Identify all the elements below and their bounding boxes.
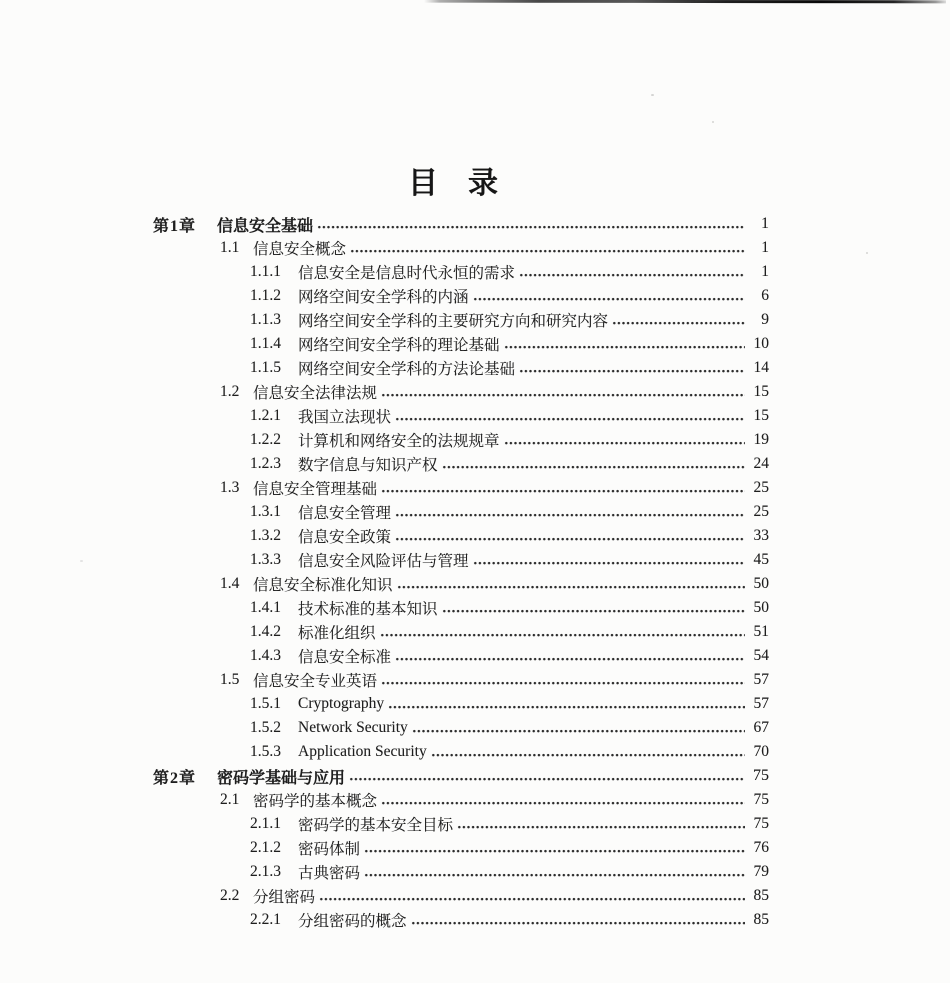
dot-leader bbox=[411, 908, 745, 932]
dot-leader bbox=[612, 308, 745, 332]
toc-row bbox=[153, 596, 769, 620]
toc-entry-title: 技术标准的基本知识 bbox=[298, 601, 438, 618]
toc-entry-title: 信息安全政策 bbox=[298, 529, 392, 546]
dot-leader bbox=[381, 668, 745, 692]
toc-row bbox=[153, 788, 769, 812]
scan-artifact-line bbox=[424, 0, 946, 3]
toc-entry-page: 25 bbox=[753, 503, 769, 520]
dot-leader bbox=[431, 740, 745, 764]
toc-entry-number: 1.3.2 bbox=[250, 527, 281, 544]
toc-entry-number: 1.5 bbox=[220, 671, 240, 688]
toc-entry-page: 54 bbox=[753, 647, 769, 664]
dot-leader bbox=[395, 500, 745, 524]
toc-entry-title: 信息安全是信息时代永恒的需求 bbox=[298, 265, 516, 282]
toc-entry-title: 数字信息与知识产权 bbox=[298, 457, 438, 474]
toc-entry-number: 1.1.1 bbox=[250, 263, 281, 280]
toc-entry-title: 信息安全基础 bbox=[217, 217, 314, 235]
dot-leader bbox=[380, 620, 745, 644]
toc-entry-page: 14 bbox=[753, 359, 769, 376]
toc-entry-title: 密码学的基本概念 bbox=[253, 793, 378, 810]
toc-entry-page: 6 bbox=[761, 287, 769, 304]
dot-leader bbox=[381, 788, 745, 812]
scan-speck bbox=[712, 121, 714, 123]
toc-row bbox=[153, 908, 769, 932]
toc-entry-title: 信息安全管理基础 bbox=[253, 481, 378, 498]
toc-row bbox=[153, 332, 769, 356]
dot-leader bbox=[349, 764, 745, 788]
dot-leader bbox=[519, 356, 745, 380]
toc-row bbox=[153, 236, 769, 260]
toc-entry-number: 1.2.1 bbox=[250, 407, 281, 424]
toc-row bbox=[153, 500, 769, 524]
toc-entry-page: 75 bbox=[753, 815, 769, 832]
toc-entry-number: 第2章 bbox=[153, 769, 197, 787]
dot-leader bbox=[350, 236, 745, 260]
dot-leader bbox=[457, 812, 745, 836]
toc-entry-number: 2.1.1 bbox=[250, 815, 281, 832]
toc-entry-page: 25 bbox=[753, 479, 769, 496]
toc-entry-number: 2.1.3 bbox=[250, 863, 281, 880]
toc-row bbox=[153, 452, 769, 476]
dot-leader bbox=[519, 260, 745, 284]
toc-entry-title: 信息安全标准 bbox=[298, 649, 392, 666]
dot-leader bbox=[395, 404, 745, 428]
dot-leader bbox=[442, 596, 745, 620]
dot-leader bbox=[504, 332, 745, 356]
toc-row bbox=[153, 572, 769, 596]
toc-entry-title: 计算机和网络安全的法规规章 bbox=[298, 433, 500, 450]
toc-entry-number: 1.5.3 bbox=[250, 743, 281, 760]
toc-entry-page: 1 bbox=[761, 215, 769, 232]
dot-leader bbox=[395, 524, 745, 548]
toc-entry-number: 1.3.1 bbox=[250, 503, 281, 520]
toc-entry-title: 密码体制 bbox=[298, 841, 361, 858]
toc-entry-page: 70 bbox=[753, 743, 769, 760]
toc-entry-number: 1.5.1 bbox=[250, 695, 281, 712]
toc-entry-page: 45 bbox=[753, 551, 769, 568]
toc-entry-page: 15 bbox=[753, 407, 769, 424]
dot-leader bbox=[364, 836, 745, 860]
toc-entry-number: 1.1.5 bbox=[250, 359, 281, 376]
toc-entry-page: 75 bbox=[753, 767, 769, 784]
toc-entry-title: 信息安全风险评估与管理 bbox=[298, 553, 469, 570]
toc-entry-page: 57 bbox=[753, 671, 769, 688]
toc-row bbox=[153, 308, 769, 332]
toc-entry-number: 1.4 bbox=[220, 575, 240, 592]
toc-entry-title: Cryptography bbox=[298, 695, 385, 712]
toc-entry-number: 2.1 bbox=[220, 791, 240, 808]
toc-entry-page: 57 bbox=[753, 695, 769, 712]
toc-entry-title: 信息安全专业英语 bbox=[253, 673, 378, 690]
toc-row bbox=[153, 812, 769, 836]
toc-entry-number: 第1章 bbox=[153, 217, 197, 235]
toc-entry-title: 网络空间安全学科的内涵 bbox=[298, 289, 469, 306]
toc-row bbox=[153, 740, 769, 764]
toc-entry-title: 信息安全管理 bbox=[298, 505, 392, 522]
toc-entry-page: 75 bbox=[753, 791, 769, 808]
toc-entry-title: 古典密码 bbox=[298, 865, 361, 882]
toc-entry-number: 1.5.2 bbox=[250, 719, 281, 736]
toc-row bbox=[153, 884, 769, 908]
toc-entry-page: 1 bbox=[761, 263, 769, 280]
dot-leader bbox=[388, 692, 745, 716]
toc-entry-number: 1.2.3 bbox=[250, 455, 281, 472]
toc-entry-title: 分组密码 bbox=[253, 889, 316, 906]
toc-entry-page: 50 bbox=[753, 599, 769, 616]
toc-entry-number: 1.1.4 bbox=[250, 335, 281, 352]
toc-entry-title: 密码学基础与应用 bbox=[217, 769, 346, 787]
toc-row bbox=[153, 716, 769, 740]
dot-leader bbox=[397, 572, 745, 596]
toc-entry-page: 1 bbox=[761, 239, 769, 256]
toc-entry-number: 1.1 bbox=[220, 239, 240, 256]
page-title: 目 录 bbox=[408, 167, 498, 200]
toc-entry-page: 33 bbox=[753, 527, 769, 544]
toc-row bbox=[153, 764, 769, 788]
scan-speck bbox=[651, 94, 654, 96]
toc-entry-number: 1.1.2 bbox=[250, 287, 281, 304]
toc-entry-title: 我国立法现状 bbox=[298, 409, 392, 426]
dot-leader bbox=[381, 476, 745, 500]
toc-row bbox=[153, 284, 769, 308]
toc-row bbox=[153, 212, 769, 236]
toc-entry-page: 76 bbox=[753, 839, 769, 856]
toc-entry-number: 1.4.2 bbox=[250, 623, 281, 640]
toc-entry-number: 1.2.2 bbox=[250, 431, 281, 448]
dot-leader bbox=[317, 212, 745, 236]
toc-entry-title: 密码学的基本安全目标 bbox=[298, 817, 454, 834]
toc-entry-title: 标准化组织 bbox=[298, 625, 376, 642]
toc-entry-page: 51 bbox=[753, 623, 769, 640]
toc-row bbox=[153, 428, 769, 452]
toc-entry-page: 24 bbox=[753, 455, 769, 472]
toc-entry-number: 2.2.1 bbox=[250, 911, 281, 928]
toc-row bbox=[153, 692, 769, 716]
toc-row bbox=[153, 524, 769, 548]
toc-row bbox=[153, 380, 769, 404]
toc-entry-number: 1.4.1 bbox=[250, 599, 281, 616]
toc-row bbox=[153, 476, 769, 500]
toc-entry-title: 网络空间安全学科的理论基础 bbox=[298, 337, 500, 354]
dot-leader bbox=[442, 452, 745, 476]
toc-row bbox=[153, 356, 769, 380]
toc-entry-title: 网络空间安全学科的方法论基础 bbox=[298, 361, 516, 378]
toc-entry-page: 67 bbox=[753, 719, 769, 736]
toc-entry-title: Application Security bbox=[298, 743, 427, 760]
toc-entry-number: 1.1.3 bbox=[250, 311, 281, 328]
dot-leader bbox=[412, 716, 745, 740]
toc-entry-number: 1.2 bbox=[220, 383, 240, 400]
toc-entry-title: 信息安全法律法规 bbox=[253, 385, 378, 402]
toc-entry-page: 9 bbox=[761, 311, 769, 328]
toc-row bbox=[153, 260, 769, 284]
toc-entry-number: 1.3.3 bbox=[250, 551, 281, 568]
toc-entry-number: 2.1.2 bbox=[250, 839, 281, 856]
toc-entry-number: 2.2 bbox=[220, 887, 240, 904]
dot-leader bbox=[504, 428, 745, 452]
dot-leader bbox=[395, 644, 745, 668]
dot-leader bbox=[319, 884, 745, 908]
scan-speck bbox=[866, 252, 868, 254]
dot-leader bbox=[364, 860, 745, 884]
toc-entry-page: 15 bbox=[753, 383, 769, 400]
toc-row bbox=[153, 860, 769, 884]
toc-entry-page: 19 bbox=[753, 431, 769, 448]
dot-leader bbox=[473, 284, 745, 308]
toc-entry-page: 85 bbox=[753, 911, 769, 928]
scan-speck bbox=[80, 560, 83, 562]
toc-row bbox=[153, 668, 769, 692]
toc-entry-title: 信息安全概念 bbox=[253, 241, 347, 258]
toc-entry-title: 分组密码的概念 bbox=[298, 913, 407, 930]
toc-row bbox=[153, 548, 769, 572]
toc-entry-page: 10 bbox=[753, 335, 769, 352]
toc-row bbox=[153, 620, 769, 644]
toc-row bbox=[153, 404, 769, 428]
toc-entry-number: 1.4.3 bbox=[250, 647, 281, 664]
toc-entry-page: 85 bbox=[753, 887, 769, 904]
toc-entry-title: Network Security bbox=[298, 719, 408, 736]
toc-entry-number: 1.3 bbox=[220, 479, 240, 496]
toc-entry-title: 信息安全标准化知识 bbox=[253, 577, 393, 594]
toc-row bbox=[153, 836, 769, 860]
dot-leader bbox=[473, 548, 745, 572]
toc-entry-page: 50 bbox=[753, 575, 769, 592]
toc-entry-page: 79 bbox=[753, 863, 769, 880]
toc-list bbox=[153, 212, 769, 932]
toc-entry-title: 网络空间安全学科的主要研究方向和研究内容 bbox=[298, 313, 609, 330]
toc-row bbox=[153, 644, 769, 668]
dot-leader bbox=[381, 380, 745, 404]
